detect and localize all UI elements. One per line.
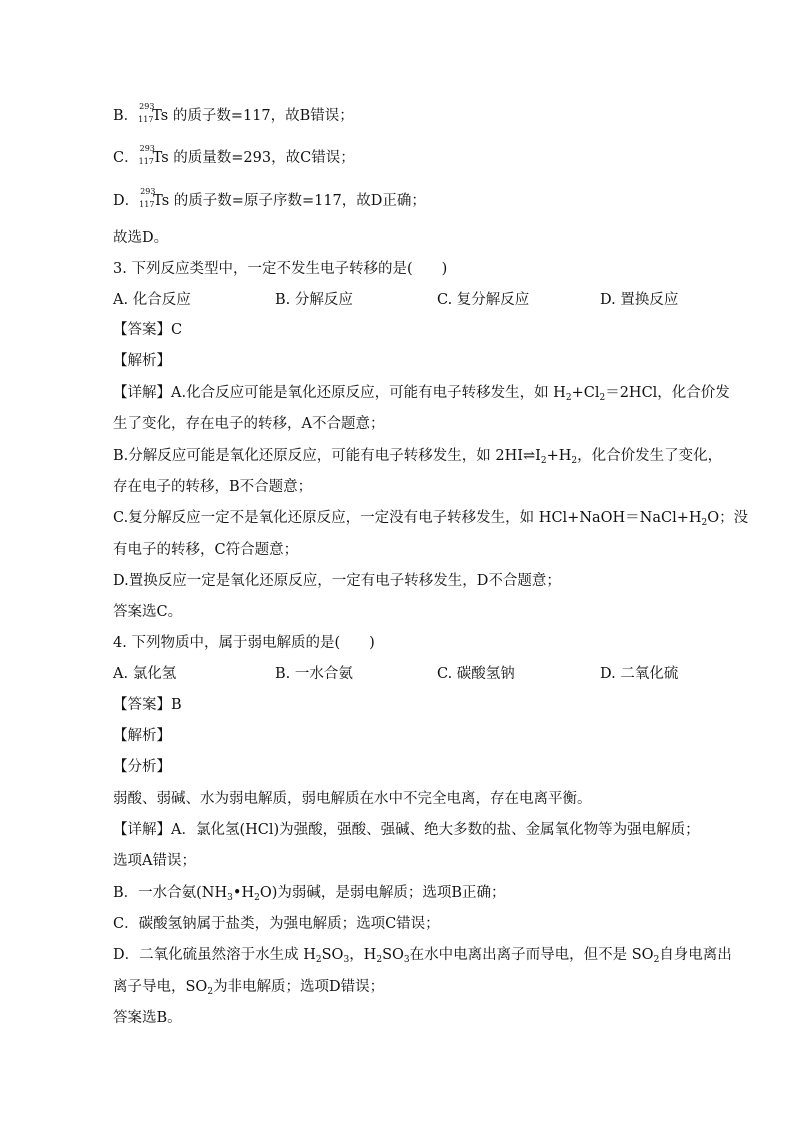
text: B． [113, 108, 139, 124]
line-d [113, 187, 426, 211]
q3-option-b: B. 分解反应 [275, 292, 353, 308]
q4-option-b: B. 一水合氨 [275, 666, 353, 682]
q4-option-c: C. 碳酸氢钠 [437, 666, 515, 682]
text: ＝2HCl，化合价发 [605, 385, 730, 401]
analysis-4-line-3: 选项A错误； [113, 853, 196, 869]
text: ，H [349, 947, 377, 963]
text: B．一水合氨(NH [113, 885, 228, 901]
text: 的质子数=117，故B错误； [168, 108, 354, 124]
atomic-number: 117 [138, 157, 154, 166]
subscript: 2 [571, 456, 578, 466]
analysis-4-line-8: 答案选B。 [113, 1010, 182, 1026]
element-symbol: Ts [153, 193, 170, 209]
element-symbol: Ts [152, 150, 169, 166]
text: +H [546, 448, 572, 464]
nuclide-ts [138, 102, 155, 126]
analysis-3-line-3 [113, 446, 722, 466]
question-3: 3. 下列反应类型中，一定不发生电子转移的是( ) [113, 261, 448, 277]
element-symbol: Ts [152, 108, 169, 124]
text: 离子导电，SO [113, 979, 208, 995]
text: C.复分解反应一定不是氧化还原反应，一定没有电子转移发生，如 HCl+NaOH＝NaCl+H [113, 510, 702, 526]
text: 为非电解质；选项D错误； [213, 979, 385, 995]
analysis-3-line-7: D.置换反应一定是氧化还原反应，一定有电子转移发生，D不合题意； [113, 573, 561, 589]
analysis-3-heading: 【解析】 [113, 353, 171, 369]
subscript: 2 [254, 893, 260, 903]
subscript: 2 [701, 518, 708, 528]
atomic-number: 117 [139, 200, 155, 209]
subscript: 2 [540, 456, 547, 466]
subscript: 2 [653, 955, 660, 965]
text: +Cl [571, 385, 600, 401]
subscript: 2 [207, 987, 214, 997]
atomic-number: 117 [138, 115, 154, 124]
analysis-3-line-1 [113, 383, 730, 403]
analysis-4-line-4 [113, 883, 506, 903]
text: O)为弱碱，是弱电解质；选项B正确； [259, 885, 506, 901]
q4-option-a: A. 氯化氢 [113, 666, 177, 682]
analysis-4-heading: 【解析】 [113, 728, 171, 744]
analysis-4-line-7 [113, 977, 384, 997]
nuclide-ts [138, 144, 155, 168]
line-c [113, 144, 355, 168]
text: B.分解反应可能是氧化还原反应，可能有电子转移发生，如 2HI⇌I [113, 448, 541, 464]
analysis-4-subheading: 【分析】 [113, 759, 171, 775]
analysis-4-line-1: 弱酸、弱碱、水为弱电解质，弱电解质在水中不完全电离，存在电离平衡。 [113, 791, 592, 807]
nuclide-ts [139, 187, 156, 211]
answer-4: 【答案】B [113, 697, 182, 713]
subscript: 2 [565, 393, 572, 403]
text: C． [113, 150, 139, 166]
analysis-4-line-5: C．碳酸氢钠属于盐类，为强电解质；选项C错误； [113, 916, 440, 932]
conclusion-line: 故选D。 [113, 230, 169, 246]
text: O；没 [707, 510, 749, 526]
text: 在水中电离出离子而导电，但不是 SO [409, 947, 654, 963]
subscript: 2 [315, 955, 322, 965]
q4-option-d: D. 二氧化硫 [600, 666, 679, 682]
analysis-3-line-2: 生了变化，存在电子的转移，A不合题意； [113, 416, 385, 432]
analysis-4-line-6 [113, 945, 732, 965]
subscript: 3 [343, 955, 350, 965]
analysis-3-line-5 [113, 508, 748, 528]
text: •H [232, 885, 255, 901]
text: 【详解】A.化合反应可能是氧化还原反应，可能有电子转移发生，如 H [113, 385, 566, 401]
q3-option-d: D. 置换反应 [600, 292, 679, 308]
line-b [113, 102, 354, 126]
mass-number: 293 [139, 144, 155, 153]
subscript: 3 [227, 893, 233, 903]
subscript: 2 [599, 393, 606, 403]
subscript: 2 [376, 955, 383, 965]
mass-number: 293 [139, 102, 155, 111]
analysis-3-line-6: 有电子的转移，C符合题意； [113, 542, 299, 558]
q3-option-a: A. 化合反应 [113, 292, 191, 308]
answer-3: 【答案】C [113, 322, 183, 338]
analysis-4-line-2: 【详解】A．氯化氢(HCl)为强酸，强酸、强碱、绝大多数的盐、金属氧化物等为强电解质； [113, 822, 700, 838]
analysis-3-line-4: 存在电子的转移，B不合题意； [113, 479, 313, 495]
text: 的质子数=原子序数=117，故D正确； [169, 193, 426, 209]
text: ，化合价发生了变化， [577, 448, 723, 464]
analysis-3-line-8: 答案选C。 [113, 604, 183, 620]
mass-number: 293 [140, 187, 156, 196]
q3-option-c: C. 复分解反应 [437, 292, 530, 308]
text: SO [382, 947, 404, 963]
subscript: 3 [403, 955, 410, 965]
text: SO [321, 947, 344, 963]
text: 的质量数=293，故C错误； [168, 150, 355, 166]
text: D．二氧化硫虽然溶于水生成 H [113, 947, 316, 963]
question-4: 4. 下列物质中，属于弱电解质的是( ) [113, 635, 375, 651]
text: 自身电离出 [659, 947, 732, 963]
text: D． [113, 193, 140, 209]
